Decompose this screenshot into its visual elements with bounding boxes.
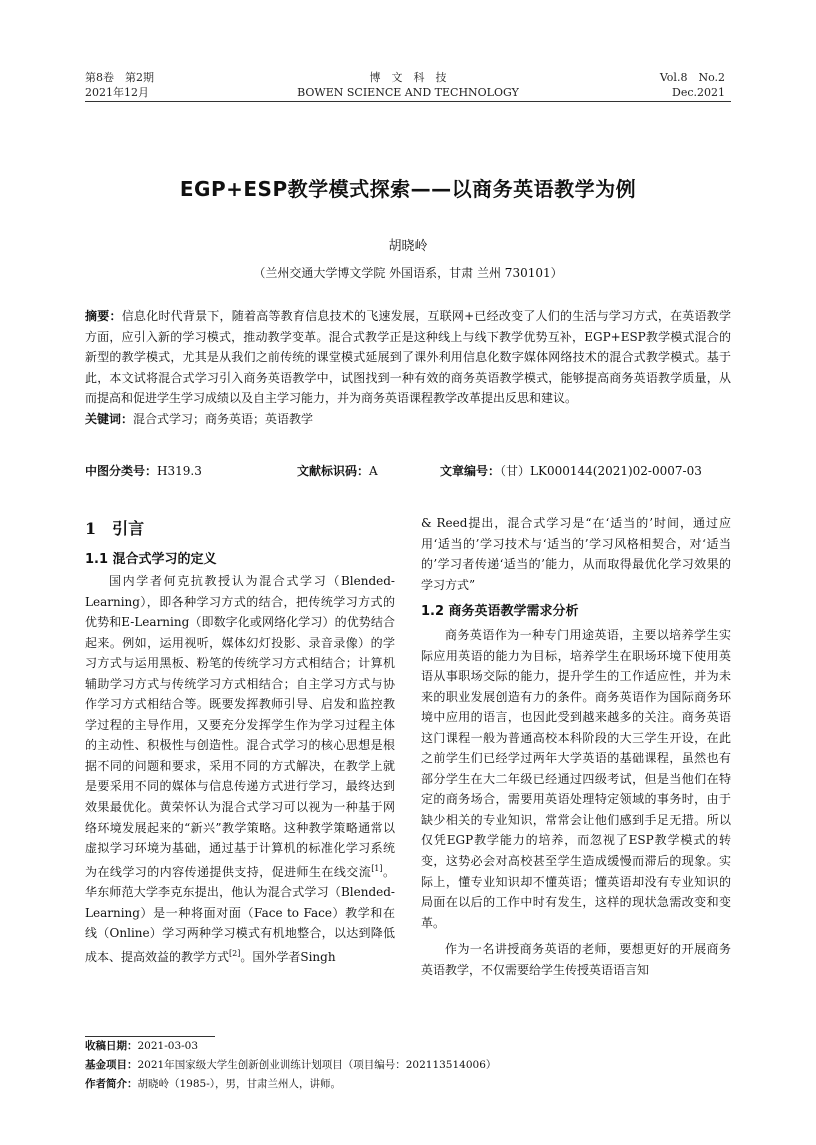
footnote-fund (85, 1056, 496, 1075)
doc-code-value: A (369, 464, 378, 478)
header-journal-en: BOWEN SCIENCE AND TECHNOLOGY (297, 86, 519, 99)
paragraph-text-cont: 。华东师范大学李克东提出，他认为混合式学习（Blended-Learning）是一种将面对面（Face to Face）教学和在线（Online）学习两种学习模式有机地整合，以达到降低成本、提高效益的教学方式 (85, 864, 395, 964)
footnote-received (85, 1037, 198, 1056)
paragraph (85, 571, 395, 967)
header-rule (85, 101, 731, 102)
fund-label: 基金项目： (85, 1059, 138, 1071)
received-date: 2021-03-03 (137, 1040, 199, 1052)
section-1-1-heading: 1.1 混合式学习的定义 (85, 552, 217, 567)
received-label: 收稿日期： (85, 1040, 138, 1052)
header-volume-issue: 第8卷 第2期 (85, 71, 154, 84)
paragraph: 作为一名讲授商务英语的老师，要想更好的开展商务英语教学，不仅需要给学生传授英语语言知 (421, 942, 731, 977)
classification-label: 中图分类号： (85, 464, 158, 478)
footnote-bio (85, 1075, 341, 1094)
citation-1: [1] (371, 863, 383, 873)
paragraph: 商务英语作为一种专门用途英语，主要以培养学生实际应用英语的能力为目标，培养学生在职场环境下使用英语从事职场交际的能力，提升学生的工作适应性，并为未来的职业发展创造有力的条件。商务英语作为国际商务环境中应用的语言，也因此受到越来越多的关注。商务英语这门课程一般为普通高校本科阶段的大三学生开设，在此之前学生们已经学过两年大学英语的基础课程，虽然也有部分学生在大二年级已经通过四级考试，但是当他们在特定的商务场合，需要用英语处理特定领域的事务时，由于缺少相关的专业知识，常常会让他们感到手足无措。所以仅凭EGP教学能力的培养，而忽视了ESP教学模式的转变，这势必会对高校甚至学生造成缓慢而滞后的现象。实际上，懂专业知识却不懂英语；懂英语却没有专业知识的局面在以后的工作中时有发生，这样的现状急需改变和变革。 (421, 628, 731, 930)
bio-label: 作者简介： (85, 1078, 138, 1090)
classification (85, 463, 202, 479)
author-affiliation: （兰州交通大学博文学院 外国语系，甘肃 兰州 730101） (253, 266, 563, 280)
article-number-value: （甘）LK000144(2021)02-0007-03 (500, 464, 702, 478)
keywords-label: 关键词： (85, 411, 134, 426)
doc-code-label: 文献标识码： (297, 464, 370, 478)
abstract-block (85, 306, 731, 430)
article-number (440, 463, 702, 479)
abstract-label: 摘要： (85, 309, 122, 323)
header-date-en: Dec.2021 (672, 86, 725, 99)
header-date-cn: 2021年12月 (85, 86, 149, 99)
author-name: 胡晓岭 (388, 239, 428, 254)
citation-2: [2] (229, 948, 241, 958)
section-1-2-heading: 1.2 商务英语教学需求分析 (421, 604, 579, 619)
article-number-label: 文章编号： (440, 464, 501, 478)
bio-text: 胡晓岭（1985-），男，甘肃兰州人，讲师。 (137, 1078, 342, 1090)
section-1-heading: 1 引言 (85, 519, 145, 538)
keywords-text: 混合式学习；商务英语；英语教学 (133, 411, 314, 426)
left-column-text (85, 571, 395, 967)
header-vol-no: Vol.8 No.2 (659, 71, 725, 84)
right-column-body (421, 625, 731, 980)
classification-value: H319.3 (157, 464, 202, 478)
right-column-text (421, 513, 731, 595)
doc-code (297, 463, 378, 479)
fund-text: 2021年国家级大学生创新创业训练计划项目（项目编号：202113514006） (137, 1059, 497, 1071)
paragraph-text-cont2: 。国外学者Singh (240, 949, 336, 964)
header-journal-cn: 博 文 科 技 (369, 71, 447, 84)
paragraph-text: 国内学者何克抗教授认为混合式学习（Blended-Learning），即各种学习方式的结合，把传统学习方式的优势和E-Learning（即数字化或网络化学习）的优势结合起来。例如，运用视听，媒体幻灯投影、录音录像）的学习方式与运用黑板、粉笔的传统学习方式相结合；计算机辅助学习方式与传统学习方式相结合；自主学习方式与协作学习方式相结合等。既要发挥教师引导、启发和监控教学过程的主导作用，又要充分发挥学生作为学习过程主体的主动性、积极性与创造性。混合式学习的核心思想是根据不同的问题和要求，采用不同的方式解决，在教学上就是要采用不同的媒体与信息传递方式进行学习，最终达到效果最优化。黄荣怀认为混合式学习可以视为一种基于网络环境发展起来的“新兴”教学策略。这种教学策略通常以虚拟学习环境为基础，通过基于计算机的标准化学习系统为在线学习的内容传递提供支持，促进师生在线交流 (85, 574, 395, 879)
article-title: EGP+ESP教学模式探索——以商务英语教学为例 (179, 177, 637, 201)
abstract-text: 信息化时代背景下，随着高等教育信息技术的飞速发展，互联网+已经改变了人们的生活与学习方式，在英语教学方面，应引入新的学习模式，推动教学变革。混合式教学正是这种线上与线下教学优势互补，EGP+ESP教学模式混合的新型的教学模式，尤其是从我们之前传统的课堂模式延展到了课外利用信息化数字媒体网络技术的混合式教学模式。基于此，本文试将混合式学习引入商务英语教学中，试图找到一种有效的商务英语教学模式，能够提高商务英语教学质量，从而提高和促进学生学习成绩以及自主学习能力，并为商务英语课程教学改革提出反思和建议。 (85, 309, 731, 406)
paragraph: & Reed提出，混合式学习是“在‘适当的’时间，通过应用‘适当的’学习技术与‘适当的’学习风格相契合，对‘适当的’学习者传递‘适当的’能力，从而取得最优化学习效果的学习方式” (421, 516, 731, 592)
